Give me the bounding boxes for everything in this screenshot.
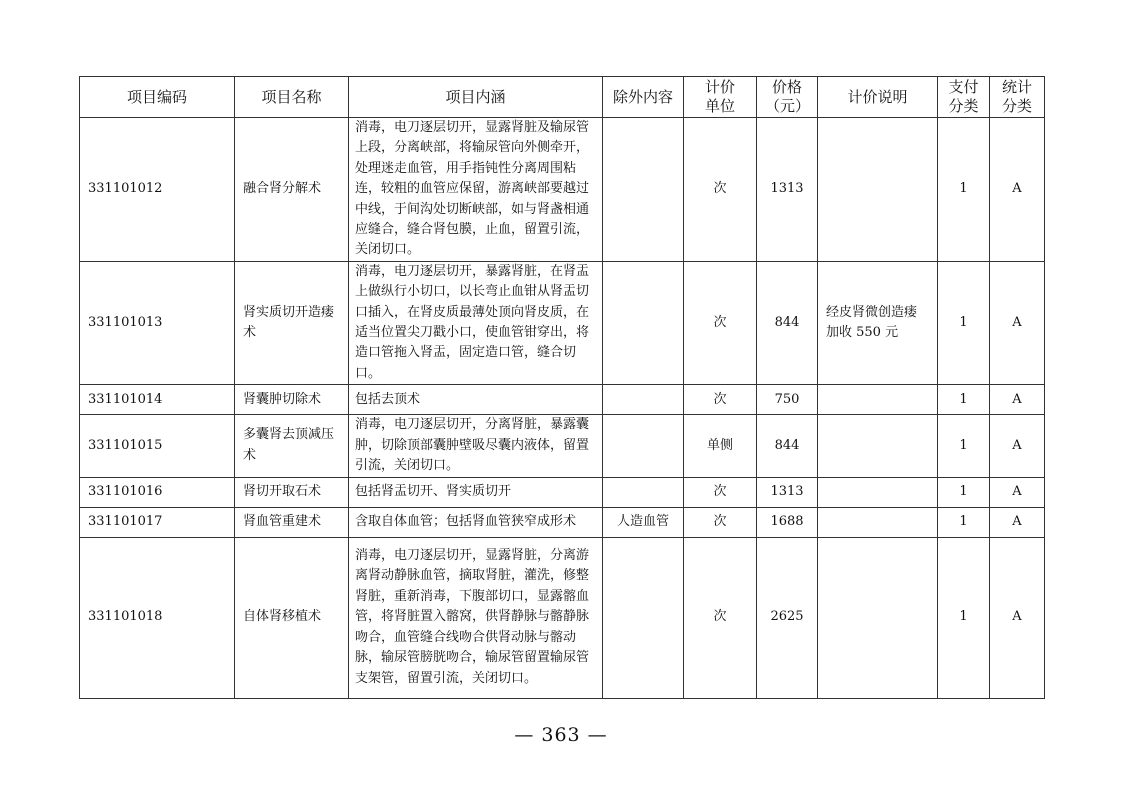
item-name: 融合肾分解术	[235, 118, 349, 262]
header-stats: 统计分类	[990, 77, 1045, 118]
price-table	[79, 76, 1045, 699]
item-code: 331101017	[80, 507, 235, 537]
table-row	[80, 537, 1045, 698]
item-payment: 1	[938, 537, 990, 698]
item-name: 肾实质切开造瘘术	[235, 261, 349, 384]
item-price: 844	[757, 261, 818, 384]
item-exclusions	[603, 415, 684, 477]
item-stats: A	[990, 477, 1045, 507]
item-payment: 1	[938, 415, 990, 477]
item-price: 844	[757, 415, 818, 477]
item-content: 消毒，电刀逐层切开，显露肾脏，分离游离肾动静脉血管，摘取肾脏，灌洗，修整肾脏，重新消毒，下腹部切口，显露髂血管，将肾脏置入髂窝，供肾静脉与髂静脉吻合，血管缝合线吻合供肾动脉与髂动脉，输尿管膀胱吻合，输尿管留置输尿管支架管，留置引流，关闭切口。	[349, 537, 603, 698]
item-content: 消毒，电刀逐层切开，分离肾脏，暴露囊肿，切除顶部囊肿壁吸尽囊内液体，留置引流，关闭切口。	[349, 415, 603, 477]
item-note	[818, 537, 938, 698]
header-unit: 计价单位	[684, 77, 757, 118]
item-note: 经皮肾微创造瘘加收 550 元	[818, 261, 938, 384]
item-stats: A	[990, 537, 1045, 698]
item-unit: 次	[684, 385, 757, 415]
item-unit: 次	[684, 118, 757, 262]
item-note	[818, 118, 938, 262]
item-code: 331101018	[80, 537, 235, 698]
item-price: 750	[757, 385, 818, 415]
header-exclusions: 除外内容	[603, 77, 684, 118]
page-number: — 363 —	[514, 724, 608, 746]
table-row	[80, 507, 1045, 537]
item-content: 消毒，电刀逐层切开，暴露肾脏，在肾盂上做纵行小切口，以长弯止血钳从肾盂切口插入，在肾皮质最薄处顶向肾皮质，在适当位置尖刀戳小口，使血管钳穿出，将造口管拖入肾盂，固定造口管，缝合切口。	[349, 261, 603, 384]
item-name: 自体肾移植术	[235, 537, 349, 698]
item-price: 1313	[757, 477, 818, 507]
item-price: 1313	[757, 118, 818, 262]
item-unit: 次	[684, 477, 757, 507]
item-unit: 次	[684, 507, 757, 537]
header-content: 项目内涵	[349, 77, 603, 118]
item-exclusions	[603, 537, 684, 698]
item-exclusions: 人造血管	[603, 507, 684, 537]
item-name: 肾血管重建术	[235, 507, 349, 537]
header-code: 项目编码	[80, 77, 235, 118]
item-stats: A	[990, 385, 1045, 415]
item-code: 331101014	[80, 385, 235, 415]
item-note	[818, 477, 938, 507]
item-stats: A	[990, 261, 1045, 384]
table-row	[80, 415, 1045, 477]
item-stats: A	[990, 118, 1045, 262]
item-payment: 1	[938, 507, 990, 537]
item-exclusions	[603, 118, 684, 262]
item-code: 331101016	[80, 477, 235, 507]
item-note	[818, 507, 938, 537]
table-row	[80, 118, 1045, 262]
header-payment: 支付分类	[938, 77, 990, 118]
item-exclusions	[603, 385, 684, 415]
item-stats: A	[990, 415, 1045, 477]
item-content: 包括去顶术	[349, 385, 603, 415]
table-row	[80, 385, 1045, 415]
table-row	[80, 477, 1045, 507]
item-code: 331101015	[80, 415, 235, 477]
item-content: 含取自体血管；包括肾血管狭窄成形术	[349, 507, 603, 537]
item-exclusions	[603, 477, 684, 507]
item-price: 2625	[757, 537, 818, 698]
item-price: 1688	[757, 507, 818, 537]
item-name: 肾囊肿切除术	[235, 385, 349, 415]
item-content: 包括肾盂切开、肾实质切开	[349, 477, 603, 507]
table-row	[80, 261, 1045, 384]
item-payment: 1	[938, 118, 990, 262]
item-code: 331101013	[80, 261, 235, 384]
item-name: 多囊肾去顶减压术	[235, 415, 349, 477]
header-price: 价格（元）	[757, 77, 818, 118]
item-payment: 1	[938, 261, 990, 384]
header-row	[80, 77, 1045, 118]
item-unit: 单侧	[684, 415, 757, 477]
item-payment: 1	[938, 385, 990, 415]
item-exclusions	[603, 261, 684, 384]
item-name: 肾切开取石术	[235, 477, 349, 507]
header-note: 计价说明	[818, 77, 938, 118]
item-note	[818, 385, 938, 415]
header-name: 项目名称	[235, 77, 349, 118]
item-stats: A	[990, 507, 1045, 537]
item-unit: 次	[684, 537, 757, 698]
item-unit: 次	[684, 261, 757, 384]
item-note	[818, 415, 938, 477]
item-content: 消毒，电刀逐层切开，显露肾脏及输尿管上段，分离峡部，将输尿管向外侧牵开，处理迷走血管，用手指钝性分离周围粘连，较粗的血管应保留，游离峡部要越过中线，于间沟处切断峡部，如与肾盏相通应缝合，缝合肾包膜，止血，留置引流，关闭切口。	[349, 118, 603, 262]
item-payment: 1	[938, 477, 990, 507]
item-code: 331101012	[80, 118, 235, 262]
